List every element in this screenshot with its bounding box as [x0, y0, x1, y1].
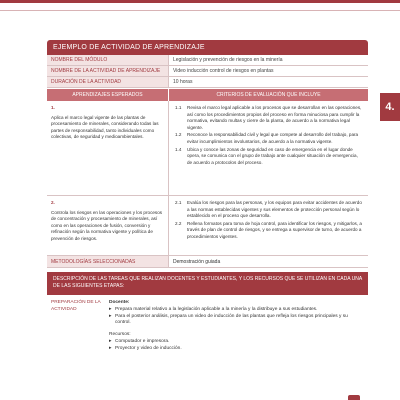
criterion-text: Ubica y conoce las zonas de seguridad en caso de emergencia en el lugar donde opera, se comunica con el grupo de trabajo ante cualquier situación de emergencia, de acuerdo a protocolos del proceso. [187, 146, 358, 165]
stage-content [105, 297, 368, 356]
stage-label: PREPARACIÓN DE LA ACTIVIDAD [51, 300, 101, 312]
learning-number: 2. [51, 200, 55, 205]
bullet-icon: ▸ [109, 306, 112, 312]
stage-preparation [47, 297, 368, 356]
criterion-item [175, 132, 363, 145]
criterion-number: 1.4 [175, 146, 182, 152]
list-item [109, 314, 364, 328]
criterion-number: 2.1 [175, 200, 182, 205]
bullet-icon: ▸ [109, 338, 112, 344]
top-accent-bar [0, 0, 400, 3]
info-label: DURACIÓN DE LA ACTIVIDAD [47, 77, 169, 87]
list-item-text: Prepara material relativo a la legislación aplicable a la minería y la distribuye a sus estudiantes. [115, 306, 318, 312]
header-criteria: CRITERIOS DE EVALUACIÓN QUE INCLUYE [169, 89, 368, 101]
stages-description-banner: DESCRIPCIÓN DE LAS TAREAS QUE REALIZAN DOCENTES Y ESTUDIANTES, Y LOS RECURSOS QUE SE UTILIZAN EN CADA UNA DE LAS SIGUIENTES ETAPAS: [47, 272, 368, 295]
criterion-item [175, 105, 363, 131]
methodology-label: METODOLOGÍAS SELECCIONADAS [47, 256, 169, 267]
learning-number: 1. [51, 105, 55, 110]
info-label: NOMBRE DE LA ACTIVIDAD DE APRENDIZAJE [47, 66, 169, 76]
methodology-row [47, 256, 368, 268]
docente-heading: Docente: [109, 300, 130, 305]
list-item-text: Computador e impresora. [115, 338, 170, 344]
top-rule [0, 10, 400, 11]
info-value: 10 horas [173, 79, 193, 85]
learning-text: Controla los riesgos en las operaciones y los procesos de concentración y procesamiento de minerales, así como en las operaciones de fusión, conversión y refinación según la normativa vigente y política de prevención de riesgos. [51, 209, 163, 241]
list-item-text: Proyector y video de inducción. [115, 345, 182, 351]
page-number-tab: 4. [380, 93, 400, 121]
criterion-number: 1.2 [175, 132, 182, 138]
info-value: Legislación y prevención de riesgos en la minería [173, 57, 283, 63]
info-label: NOMBRE DEL MÓDULO [47, 55, 169, 65]
activity-document [47, 40, 368, 356]
criterion-item [175, 221, 363, 241]
recursos-heading: Recursos: [109, 332, 131, 338]
criterion-text: Revisa el marco legal aplicable a los procesos que se desarrollan en las operaciones, así como los procedimientos propios del proceso en forma minuciosa para cumplir la normativa, evitando multas y cierre de la planta, de acuerdo a la normativa legal vigente. [187, 105, 362, 130]
criterion-text: Evalúa los riesgos para las personas, y los equipos para evitar accidentes de acuerdo a las normas establecidas vigentes y sus elementos de protección personal según lo establecido en el proceso que desarrolla. [187, 200, 362, 219]
document-title: EJEMPLO DE ACTIVIDAD DE APRENDIZAJE [47, 40, 368, 55]
list-item [109, 346, 364, 353]
learning-row-2 [47, 196, 368, 256]
info-row-module [47, 55, 368, 66]
criterion-number: 2.2 [175, 220, 182, 226]
criterion-text: Reconoce la responsabilidad civil y legal que compete al desarrollo del trabajo, para evitar incumplimientos involuntarios, de acuerdo a la normativa vigente. [187, 132, 359, 144]
footer-tab-mark [348, 395, 360, 400]
learning-cell [47, 101, 169, 195]
bullet-icon: ▸ [109, 313, 112, 319]
learning-cell [47, 196, 169, 255]
info-row-activity [47, 66, 368, 77]
info-value: Video inducción control de riesgos en plantas [173, 68, 274, 74]
info-row-duration [47, 77, 368, 88]
list-item [109, 339, 364, 346]
list-item-text: Para el posterior análisis, prepara un video de inducción de las plantas que refleja los riesgos principales y su control. [115, 313, 348, 326]
table-header-row [47, 89, 368, 101]
criteria-cell [169, 101, 368, 195]
criterion-text: Rellena formatos para toma de hoja control, para identificar los riesgos, y mitigarlos, a través de plan de control de riesgos, y se entrega a supervisor de turno, de acuerdo a procedimientos vigentes. [187, 220, 362, 239]
methodology-value: Demostración guiada [173, 258, 221, 265]
learning-text: Aplica el marco legal vigente de las plantas de procesamiento de minerales, considerando todas las partes de responsabilidad, tanto individuales como colectivas, de seguridad y medioambientales. [51, 114, 159, 140]
bullet-icon: ▸ [109, 345, 112, 351]
criterion-item [175, 147, 363, 167]
learning-row-1 [47, 101, 368, 196]
criterion-number: 1.1 [175, 105, 182, 110]
header-learnings: APRENDIZAJES ESPERADOS [47, 89, 169, 101]
criteria-cell [169, 196, 368, 255]
criterion-item [175, 200, 363, 220]
list-item [109, 307, 364, 314]
